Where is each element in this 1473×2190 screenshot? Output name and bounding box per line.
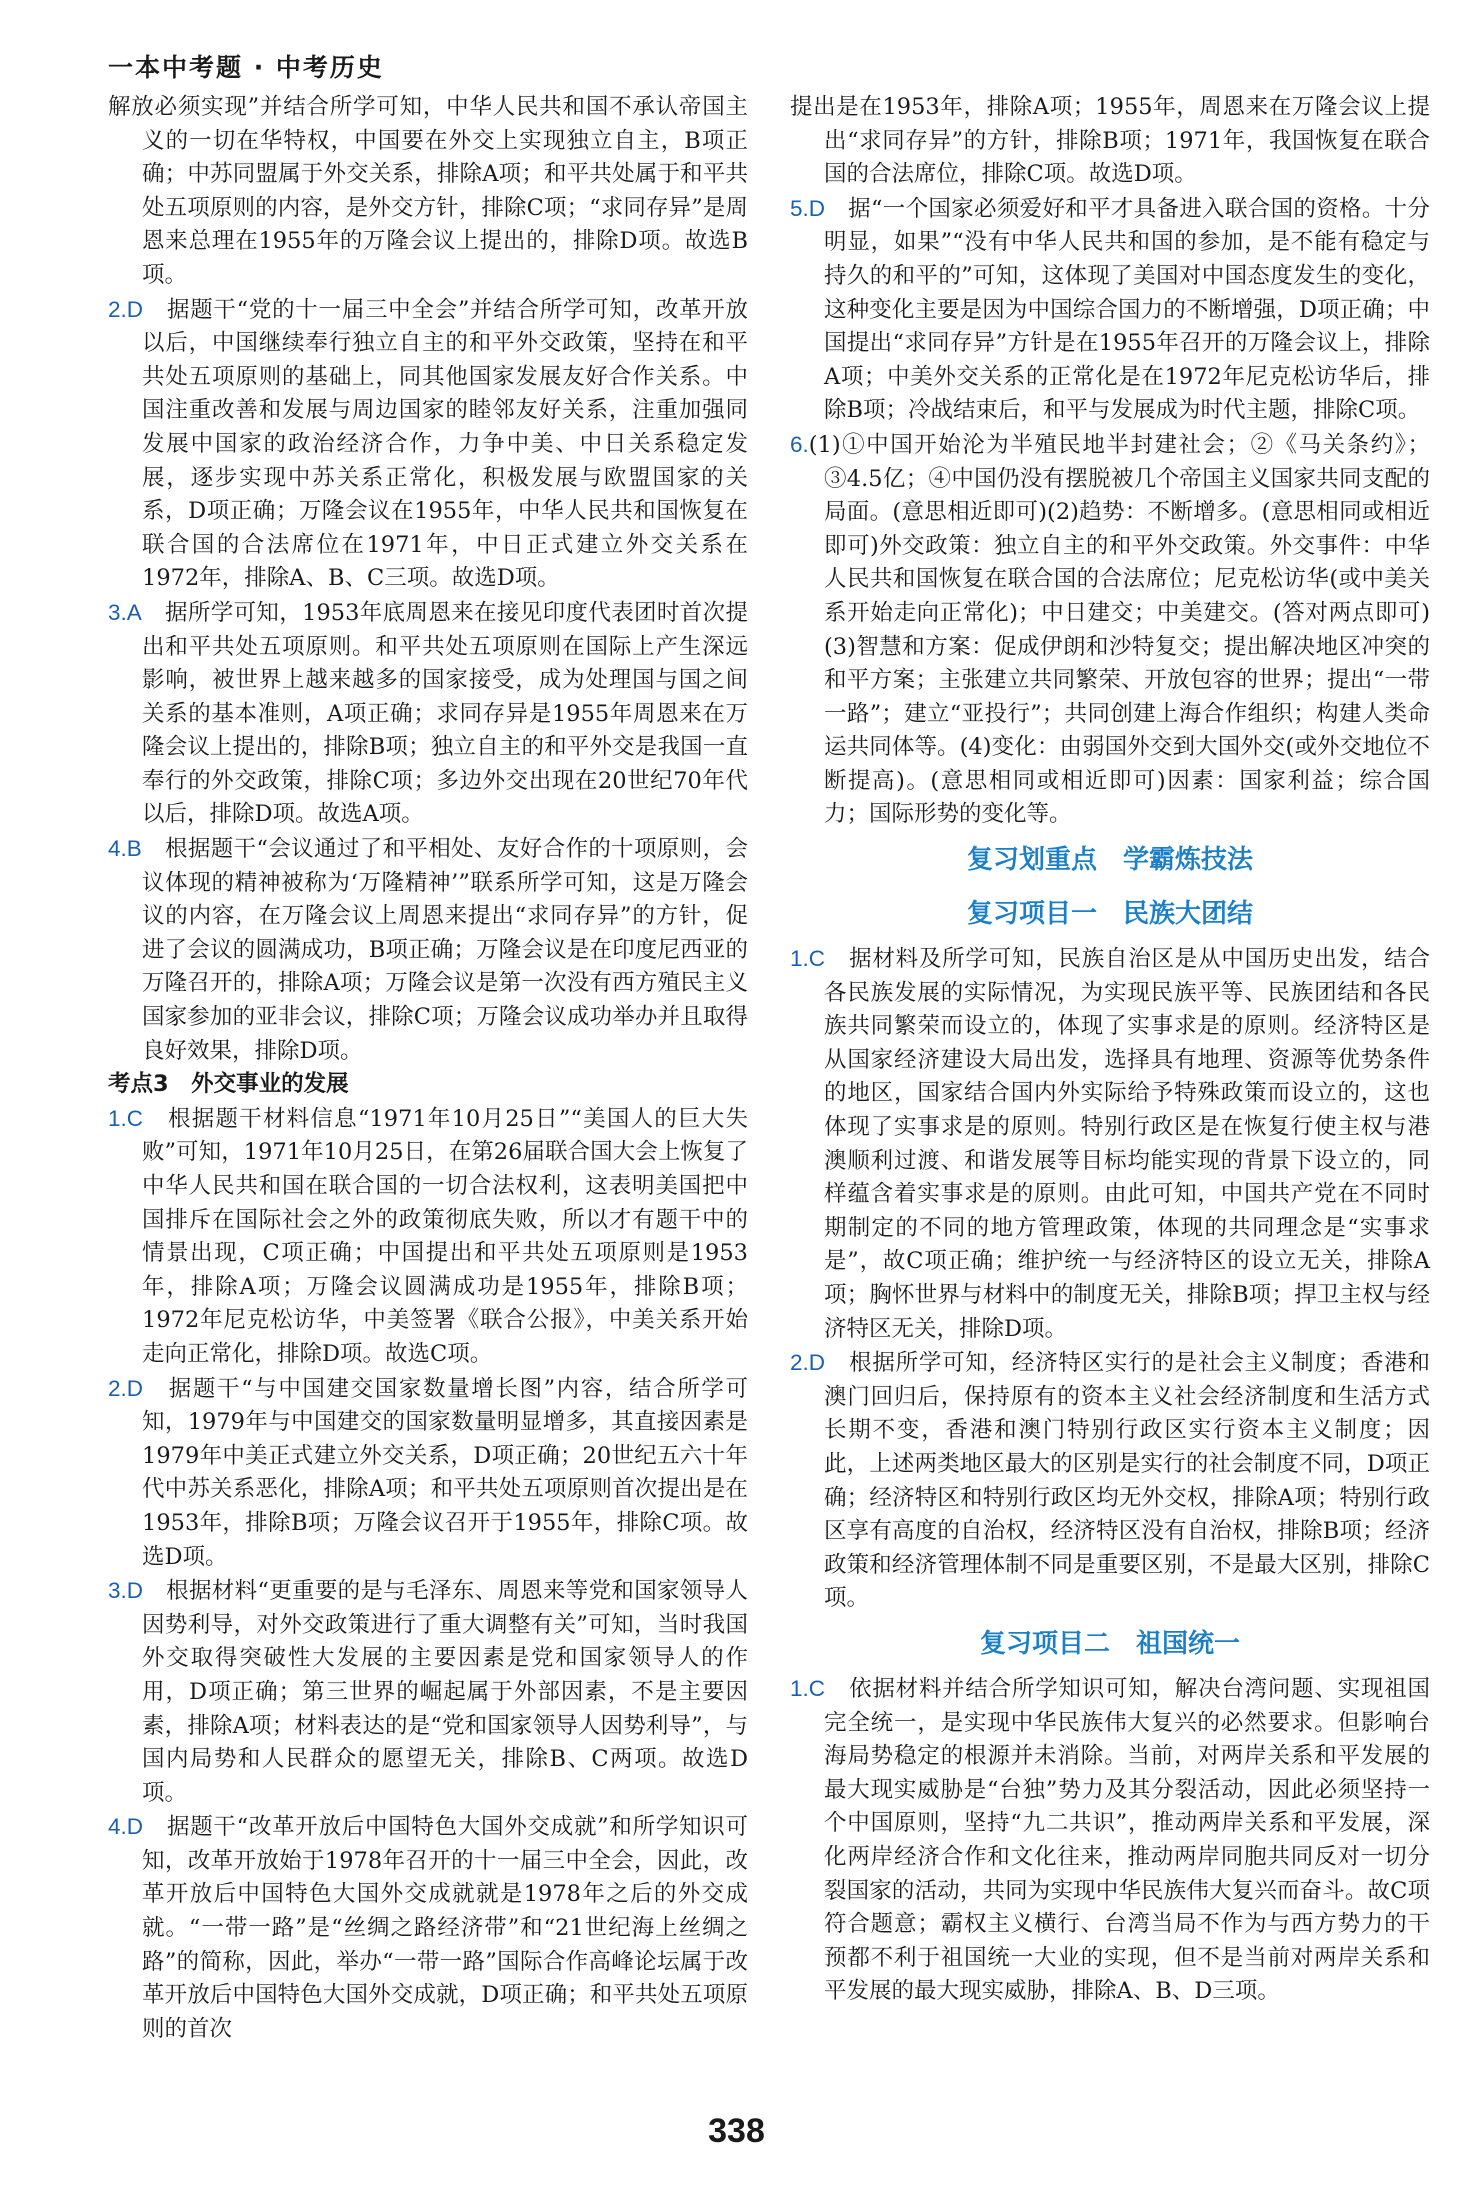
page-number: 338 xyxy=(708,2112,765,2150)
answer-number: 1.C xyxy=(790,946,826,972)
answer-item xyxy=(108,1574,748,1810)
answer-item xyxy=(108,1372,748,1575)
answer-number: 1.C xyxy=(790,1675,826,1701)
answer-text: 解放必须实现”并结合所学可知，中华人民共和国不承认帝国主义的一切在华特权，中国要在外交上实现独立自主，B项正确；中苏同盟属于外交关系，排除A项；和平共处属于和平共处五项原则的内容，是外交方针，排除C项；“求同存异”是周恩来总理在1955年的万隆会议上提出的，排除D项。故选B项。 xyxy=(108,94,748,288)
answer-number: 6. xyxy=(790,431,809,457)
section-title: 复习项目二 祖国统一 xyxy=(979,1628,1240,1659)
answer-number: 2.D xyxy=(108,296,144,322)
answer-text: 根据材料“更重要的是与毛泽东、周恩来等党和国家领导人因势利导，对外交政策进行了重大调整有关”可知，当时我国外交取得突破性大发展的主要因素是党和国家领导人的作用，D项正确；第三世界的崛起属于外部因素，不是主要因素，排除A项；材料表达的是“党和国家领导人因势利导”，与国内局势和人民群众的愿望无关，排除B、C两项。故选D项。 xyxy=(142,1578,748,1806)
answer-text: 据“一个国家必须爱好和平才具备进入联合国的资格。十分明显，如果”“没有中华人民共和国的参加，是不能有稳定与持久的和平的”可知，这体现了美国对中国态度发生的变化，这种变化主要是因为中国综合国力的不断增强，D项正确；中国提出“求同存异”方针是在1955年召开的万隆会议上，排除A项；中美外交关系的正常化是在1972年尼克松访华后，排除B项；冷战结束后，和平与发展成为时代主题，排除C项。 xyxy=(824,195,1430,424)
answer-text: 提出是在1953年，排除A项；1955年，周恩来在万隆会议上提出“求同存异”的方针，排除B项；1971年，我国恢复在联合国的合法席位，排除C项。故选D项。 xyxy=(790,94,1430,188)
kaodian-title: 考点3 外交事业的发展 xyxy=(108,1071,349,1098)
answer-item xyxy=(108,90,748,293)
answer-item xyxy=(790,428,1430,832)
section-title: 复习项目一 民族大团结 xyxy=(966,899,1253,930)
answer-item xyxy=(790,192,1430,428)
answer-item xyxy=(108,1102,748,1372)
answer-text: 据所学可知，1953年底周恩来在接见印度代表团时首次提出和平共处五项原则。和平共处五项原则在国际上产生深远影响，被世界上越来越多的国家接受，成为处理国与国之间关系的基本准则，A项正确；求同存异是1955年周恩来在万隆会议上提出的，排除B项；独立自主的和平外交是我国一直奉行的外交政策，排除C项；多边外交出现在20世纪70年代以后，排除D项。故选A项。 xyxy=(142,599,748,828)
left-column xyxy=(108,90,748,2046)
answer-number: 2.D xyxy=(790,1350,826,1376)
answer-item xyxy=(790,942,1430,1346)
answer-number: 4.B xyxy=(108,836,142,862)
answer-text: 据题干“党的十一届三中全会”并结合所学可知，改革开放以后，中国继续奉行独立自主的和平外交政策，坚持在和平共处五项原则的基础上，同其他国家发展友好合作关系。中国注重改善和发展与周边国家的睦邻友好关系，注重加强同发展中国家的政治经济合作，力争中美、中日关系稳定发展，逐步实现中苏关系正常化，积极发展与欧盟国家的关系，D项正确；万隆会议在1955年，中华人民共和国恢复在联合国的合法席位在1971年，中日正式建立外交关系在1972年，排除A、B、C三项。故选D项。 xyxy=(142,296,748,592)
answer-text: 根据题干材料信息“1971年10月25日”“美国人的巨大失败”可知，1971年10月25日，在第26届联合国大会上恢复了中华人民共和国在联合国的一切合法权利，这表明美国把中国排斥在国际社会之外的政策彻底失败，所以才有题干中的情景出现，C项正确；中国提出和平共处五项原则是1953年，排除A项；万隆会议圆满成功是1955年，排除B项；1972年尼克松访华，中美签署《联合公报》，中美关系开始走向正常化，排除D项。故选C项。 xyxy=(142,1105,748,1367)
right-column xyxy=(790,90,1430,2009)
answer-text: 根据题干“会议通过了和平相处、友好合作的十项原则，会议体现的精神被称为‘万隆精神’”联系所学可知，这是万隆会议的内容，在万隆会议上周恩来提出“求同存异”的方针，促进了会议的圆满成功，B项正确；万隆会议是在印度尼西亚的万隆召开的，排除A项；万隆会议是第一次没有西方殖民主义国家参加的亚非会议，排除C项；万隆会议成功举办并且取得良好效果，排除D项。 xyxy=(142,836,748,1064)
answer-text: 依据材料并结合所学知识可知，解决台湾问题、实现祖国完全统一，是实现中华民族伟大复兴的必然要求。但影响台海局势稳定的根源并未消除。当前，对两岸关系和平发展的最大现实威胁是“台独”势力及其分裂活动，因此必须坚持一个中国原则，坚持“九二共识”，推动两岸关系和平发展，深化两岸经济合作和文化往来，推动两岸同胞共同反对一切分裂国家的活动，共同为实现中华民族伟大复兴而奋斗。故C项符合题意；霸权主义横行、台湾当局不作为与西方势力的干预都不利于祖国统一大业的实现，但不是当前对两岸关系和平发展的最大现实威胁，排除A、B、D三项。 xyxy=(824,1675,1430,2005)
answer-number: 3.D xyxy=(108,1578,144,1604)
answer-item xyxy=(108,596,748,832)
answer-text: 据材料及所学可知，民族自治区是从中国历史出发，结合各民族发展的实际情况，为实现民族平等、民族团结和各民族共同繁荣而设立的，体现了实事求是的原则。经济特区是从国家经济建设大局出发，选择具有地理、资源等优势条件的地区，国家结合国内外实际给予特殊政策而设立的，这也体现了实事求是的原则。特别行政区是在恢复行使主权与港澳顺利过渡、和谐发展等目标均能实现的背景下设立的，同样蕴含着实事求是的原则。由此可知，中国共产党在不同时期制定的不同的地方管理政策，体现的共同理念是“实事求是”，故C项正确；维护统一与经济特区的设立无关，排除A项；胸怀世界与材料中的制度无关，排除B项；捍卫主权与经济特区无关，排除D项。 xyxy=(824,946,1430,1342)
answer-item xyxy=(108,1810,748,2046)
answer-text: 根据所学可知，经济特区实行的是社会主义制度；香港和澳门回归后，保持原有的资本主义社会经济制度和生活方式长期不变，香港和澳门特别行政区实行资本主义制度；因此，上述两类地区最大的区别是实行的社会制度不同，D项正确；经济特区和特别行政区均无外交权，排除A项；特别行政区享有高度的自治权，经济特区没有自治权，排除B项；经济政策和经济管理体制不同是重要区别，不是最大区别，排除C项。 xyxy=(824,1350,1430,1612)
answer-item xyxy=(108,832,748,1068)
answer-item xyxy=(108,293,748,596)
answer-text: (1)①中国开始沦为半殖民地半封建社会；②《马关条约》；③4.5亿；④中国仍没有摆脱被几个帝国主义国家共同支配的局面。(意思相近即可)(2)趋势：不断增多。(意思相同或相近即可)外交政策：独立自主的和平外交政策。外交事件：中华人民共和国恢复在联合国的合法席位；尼克松访华(或中美关系开始走向正常化)；中日建交；中美建交。(答对两点即可)(3)智慧和方案：促成伊朗和沙特复交；提出解决地区冲突的和平方案；主张建立共同繁荣、开放包容的世界；提出“一带一路”；建立“亚投行”；共同创建上海合作组织；构建人类命运共同体等。(4)变化：由弱国外交到大国外交(或外交地位不断提高)。(意思相同或相近即可)因素：国家利益；综合国力；国际形势的变化等。 xyxy=(808,431,1430,828)
answer-text: 据题干“与中国建交国家数量增长图”内容，结合所学可知，1979年与中国建交的国家数量明显增多，其直接因素是1979年中美正式建立外交关系，D项正确；20世纪五六十年代中苏关系恶化，排除A项；和平共处五项原则首次提出是在1953年，排除B项；万隆会议召开于1955年，排除C项。故选D项。 xyxy=(142,1375,748,1570)
section-main-title: 复习划重点 学霸炼技法 xyxy=(966,845,1253,876)
answer-number: 4.D xyxy=(108,1814,144,1840)
answer-text: 据题干“改革开放后中国特色大国外交成就”和所学知识可知，改革开放始于1978年召开的十一届三中全会，因此，改革开放后中国特色大国外交成就就是1978年之后的外交成就。“一带一路”是“丝绸之路经济带”和“21世纪海上丝绸之路”的简称，因此，举办“一带一路”国际合作高峰论坛属于改革开放后中国特色大国外交成就，D项正确；和平共处五项原则的首次 xyxy=(142,1814,748,2042)
answer-item xyxy=(790,1346,1430,1616)
answer-number: 3.A xyxy=(108,599,142,625)
answer-item xyxy=(790,1672,1430,2009)
answer-item xyxy=(790,90,1430,192)
answer-number: 2.D xyxy=(108,1375,144,1401)
answer-number: 5.D xyxy=(790,195,826,221)
book-header: 一本中考题 · 中考历史 xyxy=(108,53,384,82)
answer-number: 1.C xyxy=(108,1105,144,1131)
